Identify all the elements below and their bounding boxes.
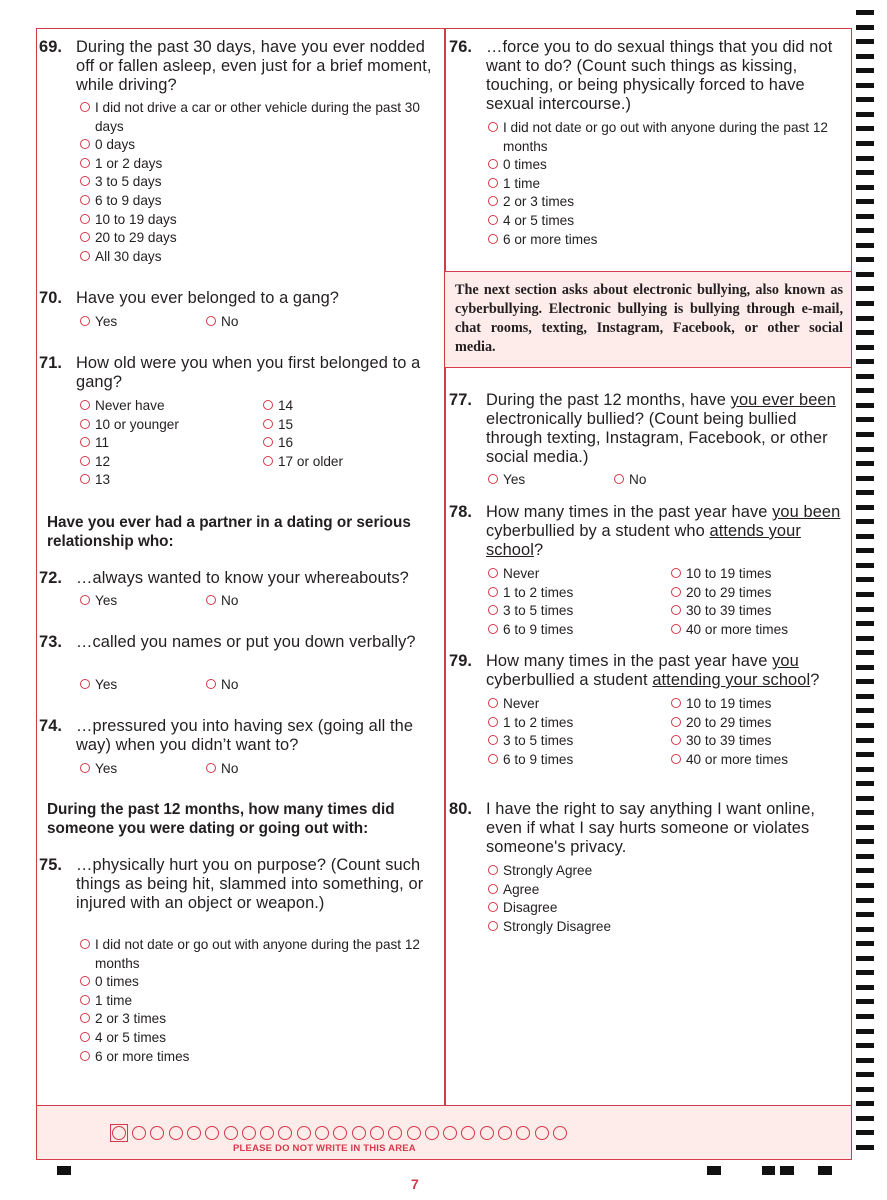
timing-mark [856, 941, 874, 946]
answer-option[interactable]: 17 or older [263, 453, 343, 472]
answer-bubble[interactable] [263, 456, 273, 466]
timing-mark [856, 10, 874, 15]
answer-option[interactable]: 6 to 9 times [488, 621, 573, 640]
q73-option-no[interactable]: No [206, 676, 238, 695]
question-text: How many times in the past year have you been cyberbullied by a student who attends your school? [486, 503, 841, 559]
timing-mark [856, 927, 874, 932]
column-divider [444, 28, 446, 1105]
answer-option[interactable]: 40 or more times [671, 621, 788, 640]
timing-mark [856, 1116, 874, 1121]
answer-bubble[interactable] [80, 139, 90, 149]
question-number: 74. [39, 717, 63, 735]
q80-options [488, 862, 611, 936]
scan-bubble [112, 1126, 126, 1140]
answer-bubble[interactable] [488, 474, 498, 484]
answer-option[interactable]: 10 or younger [80, 416, 179, 435]
answer-option[interactable]: 4 or 5 times [488, 212, 833, 231]
question-number: 76. [449, 38, 473, 56]
answer-bubble[interactable] [671, 735, 681, 745]
answer-bubble[interactable] [80, 595, 90, 605]
question-71 [39, 354, 439, 392]
answer-bubble[interactable] [488, 234, 498, 244]
answer-bubble[interactable] [263, 400, 273, 410]
answer-bubble[interactable] [80, 316, 90, 326]
timing-mark [856, 810, 874, 815]
answer-bubble[interactable] [671, 754, 681, 764]
answer-option[interactable]: I did not drive a car or other vehicle during the past 30 days [80, 99, 420, 136]
timing-mark [856, 185, 874, 190]
question-text: …always wanted to know your whereabouts? [76, 569, 409, 587]
answer-bubble[interactable] [80, 419, 90, 429]
timing-mark [856, 345, 874, 350]
answer-bubble[interactable] [488, 122, 498, 132]
timing-mark [856, 359, 874, 364]
question-number: 69. [39, 38, 63, 56]
answer-option[interactable]: 0 times [80, 973, 420, 992]
q71-options-col2 [263, 397, 343, 471]
answer-option[interactable]: I did not date or go out with anyone during the past 12 months [80, 936, 420, 973]
answer-bubble[interactable] [671, 587, 681, 597]
timing-mark [856, 1014, 874, 1019]
scan-bubble [480, 1126, 494, 1140]
scan-bubble [407, 1126, 421, 1140]
answer-bubble[interactable] [488, 624, 498, 634]
timing-mark [856, 868, 874, 873]
q74-option-yes[interactable]: Yes [80, 760, 117, 779]
answer-option[interactable]: Never have [80, 397, 179, 416]
question-number: 78. [449, 503, 473, 521]
answer-bubble[interactable] [488, 754, 498, 764]
answer-option[interactable]: Never [488, 565, 573, 584]
answer-bubble[interactable] [488, 587, 498, 597]
section-heading-dating: Have you ever had a partner in a dating or serious relationship who: [47, 514, 411, 550]
question-70 [39, 289, 439, 308]
answer-option[interactable]: 1 to 2 times [488, 584, 573, 603]
question-text: …pressured you into having sex (going all the way) when you didn’t want to? [76, 717, 414, 754]
answer-bubble[interactable] [80, 176, 90, 186]
q75-options [80, 936, 420, 1066]
answer-option[interactable]: Disagree [488, 899, 611, 918]
scan-bubble [260, 1126, 274, 1140]
question-78 [449, 503, 844, 560]
answer-option[interactable]: 16 [263, 434, 343, 453]
scan-bubble [242, 1126, 256, 1140]
question-75 [39, 856, 429, 913]
answer-bubble[interactable] [80, 995, 90, 1005]
timing-mark [856, 854, 874, 859]
question-number: 71. [39, 354, 63, 372]
question-72 [39, 569, 444, 588]
timing-mark [856, 825, 874, 830]
answer-option[interactable]: 13 [80, 471, 179, 490]
timing-mark [856, 1145, 874, 1150]
timing-mark [856, 1072, 874, 1077]
scan-bubble [187, 1126, 201, 1140]
timing-mark [856, 650, 874, 655]
timing-mark [856, 636, 874, 641]
question-text: Have you ever belonged to a gang? [76, 289, 340, 307]
question-text: …called you names or put you down verbally? [76, 633, 416, 651]
answer-bubble[interactable] [488, 159, 498, 169]
timing-mark [856, 999, 874, 1004]
timing-mark [856, 156, 874, 161]
scan-bubble [535, 1126, 549, 1140]
question-80 [449, 800, 851, 857]
answer-bubble[interactable] [80, 158, 90, 168]
scan-bubble [352, 1126, 366, 1140]
question-text: …physically hurt you on purpose? (Count such things as being hit, slammed into something, or injured with an object or weapon.) [76, 856, 424, 912]
answer-option[interactable]: 2 or 3 times [80, 1010, 420, 1029]
answer-bubble[interactable] [80, 679, 90, 689]
timing-mark [856, 898, 874, 903]
timing-mark [856, 563, 874, 568]
scan-bubble [553, 1126, 567, 1140]
answer-option[interactable]: 6 or more times [80, 1048, 420, 1067]
scan-bubble [169, 1126, 183, 1140]
answer-option[interactable]: 0 times [488, 156, 833, 175]
answer-bubble[interactable] [614, 474, 624, 484]
question-text: I have the right to say anything I want online, even if what I say hurts someone or violates someone's privacy. [486, 800, 816, 856]
timing-mark [856, 956, 874, 961]
scan-bubble [224, 1126, 238, 1140]
question-text: How many times in the past year have you cyberbullied a student attending your school? [486, 652, 820, 689]
answer-option[interactable]: 1 to 2 times [488, 714, 573, 733]
timing-mark [856, 519, 874, 524]
page-number: 7 [411, 1176, 419, 1192]
answer-option[interactable]: I did not date or go out with anyone during the past 12 months [488, 119, 833, 156]
question-text: …force you to do sexual things that you did not want to do? (Count such things as kissing, touching, or being physically forced to have sexual intercourse.) [486, 38, 833, 113]
timing-mark [856, 1130, 874, 1135]
timing-mark [856, 665, 874, 670]
answer-bubble[interactable] [80, 214, 90, 224]
q74-option-no[interactable]: No [206, 760, 238, 779]
answer-option[interactable]: 10 to 19 times [671, 565, 788, 584]
timing-mark [856, 330, 874, 335]
timing-marks [856, 10, 874, 1170]
corner-mark [818, 1166, 832, 1175]
timing-mark [856, 738, 874, 743]
timing-mark [856, 679, 874, 684]
timing-mark [856, 54, 874, 59]
timing-mark [856, 257, 874, 262]
answer-bubble[interactable] [671, 568, 681, 578]
answer-option[interactable]: 30 to 39 times [671, 732, 788, 751]
timing-mark [856, 388, 874, 393]
scan-bubble [443, 1126, 457, 1140]
answer-option[interactable]: 2 or 3 times [488, 193, 833, 212]
timing-mark [856, 39, 874, 44]
answer-bubble[interactable] [488, 605, 498, 615]
answer-option[interactable]: 4 or 5 times [80, 1029, 420, 1048]
answer-bubble[interactable] [80, 400, 90, 410]
answer-option[interactable]: 15 [263, 416, 343, 435]
scan-bubble [315, 1126, 329, 1140]
answer-option[interactable]: 1 or 2 days [80, 155, 420, 174]
question-number: 73. [39, 633, 63, 651]
answer-option[interactable]: 14 [263, 397, 343, 416]
section-heading-12-months: During the past 12 months, how many times did someone you were dating or going out with: [47, 801, 395, 837]
corner-mark [762, 1166, 775, 1175]
answer-bubble[interactable] [206, 595, 216, 605]
timing-mark [856, 796, 874, 801]
q77-option-yes[interactable]: Yes [488, 471, 525, 490]
timing-mark [856, 592, 874, 597]
answer-option[interactable]: 20 to 29 days [80, 229, 420, 248]
q72-option-yes[interactable]: Yes [80, 592, 117, 611]
q78-options-col2 [671, 565, 788, 639]
timing-mark [856, 170, 874, 175]
answer-bubble[interactable] [488, 902, 498, 912]
timing-mark [856, 912, 874, 917]
answer-option[interactable]: 6 to 9 days [80, 192, 420, 211]
answer-bubble[interactable] [488, 884, 498, 894]
answer-bubble[interactable] [80, 251, 90, 261]
answer-bubble[interactable] [206, 763, 216, 773]
timing-mark [856, 272, 874, 277]
scan-bubble [498, 1126, 512, 1140]
timing-mark [856, 214, 874, 219]
answer-bubble[interactable] [488, 178, 498, 188]
timing-mark [856, 883, 874, 888]
answer-bubble[interactable] [263, 419, 273, 429]
answer-bubble[interactable] [671, 624, 681, 634]
scan-box [110, 1124, 128, 1142]
scan-bubble [132, 1126, 146, 1140]
answer-bubble[interactable] [80, 232, 90, 242]
answer-option[interactable]: 3 to 5 times [488, 732, 573, 751]
timing-mark [856, 316, 874, 321]
answer-option[interactable]: 6 to 9 times [488, 751, 573, 770]
timing-mark [856, 374, 874, 379]
answer-option[interactable]: 1 time [488, 175, 833, 194]
timing-mark [856, 1043, 874, 1048]
answer-option[interactable]: 20 to 29 times [671, 584, 788, 603]
answer-option[interactable]: Strongly Agree [488, 862, 611, 881]
question-text: During the past 30 days, have you ever nodded off or fallen asleep, even just for a brief moment, while driving? [76, 38, 432, 94]
timing-mark [856, 447, 874, 452]
answer-option[interactable]: 10 to 19 days [80, 211, 420, 230]
question-number: 75. [39, 856, 63, 874]
timing-mark [856, 548, 874, 553]
answer-bubble[interactable] [80, 976, 90, 986]
answer-bubble[interactable] [80, 939, 90, 949]
answer-bubble[interactable] [671, 605, 681, 615]
q69-options [80, 99, 420, 266]
answer-bubble[interactable] [671, 717, 681, 727]
answer-bubble[interactable] [488, 196, 498, 206]
answer-bubble[interactable] [80, 195, 90, 205]
answer-bubble[interactable] [80, 474, 90, 484]
q77-option-no[interactable]: No [614, 471, 646, 490]
answer-option[interactable]: 10 to 19 times [671, 695, 788, 714]
timing-mark [856, 68, 874, 73]
answer-bubble[interactable] [206, 316, 216, 326]
question-number: 72. [39, 569, 63, 587]
timing-mark [856, 25, 874, 30]
q79-options-col2 [671, 695, 788, 769]
answer-bubble[interactable] [80, 1032, 90, 1042]
timing-mark [856, 286, 874, 291]
answer-option[interactable]: 20 to 29 times [671, 714, 788, 733]
do-not-write-notice: PLEASE DO NOT WRITE IN THIS AREA [233, 1143, 416, 1154]
timing-mark [856, 607, 874, 612]
timing-mark [856, 228, 874, 233]
timing-mark [856, 767, 874, 772]
cyberbullying-notice [445, 271, 851, 368]
q78-options-col1 [488, 565, 573, 639]
timing-mark [856, 1029, 874, 1034]
answer-bubble[interactable] [80, 1051, 90, 1061]
timing-mark [856, 461, 874, 466]
answer-bubble[interactable] [488, 698, 498, 708]
corner-mark [707, 1166, 721, 1175]
question-text: During the past 12 months, have you ever been electronically bullied? (Count being bullied through texting, Instagram, Facebook, or other social media.) [486, 391, 836, 466]
answer-option[interactable]: 1 time [80, 992, 420, 1011]
timing-mark [856, 97, 874, 102]
answer-bubble[interactable] [488, 921, 498, 931]
answer-option[interactable]: 3 to 5 times [488, 602, 573, 621]
scan-bubble [370, 1126, 384, 1140]
answer-bubble[interactable] [263, 437, 273, 447]
q71-options-col1 [80, 397, 179, 490]
answer-bubble[interactable] [671, 698, 681, 708]
answer-bubble[interactable] [80, 456, 90, 466]
answer-option[interactable]: Never [488, 695, 573, 714]
timing-mark [856, 1101, 874, 1106]
timing-mark [856, 577, 874, 582]
answer-bubble[interactable] [80, 437, 90, 447]
timing-mark [856, 781, 874, 786]
timing-mark [856, 301, 874, 306]
timing-mark [856, 126, 874, 131]
answer-bubble[interactable] [80, 763, 90, 773]
scan-bubble [425, 1126, 439, 1140]
corner-mark [57, 1166, 71, 1175]
question-number: 79. [449, 652, 473, 670]
answer-option[interactable]: 11 [80, 434, 179, 453]
q72-option-no[interactable]: No [206, 592, 238, 611]
timing-mark [856, 199, 874, 204]
q76-options [488, 119, 833, 249]
answer-option[interactable]: 40 or more times [671, 751, 788, 770]
timing-mark [856, 970, 874, 975]
answer-bubble[interactable] [488, 865, 498, 875]
corner-mark [780, 1166, 794, 1175]
timing-mark [856, 490, 874, 495]
question-number: 80. [449, 800, 473, 818]
q70-option-no[interactable]: No [206, 313, 238, 332]
timing-mark [856, 403, 874, 408]
timing-mark [856, 708, 874, 713]
timing-mark [856, 1087, 874, 1092]
answer-option[interactable]: 0 days [80, 136, 420, 155]
timing-mark [856, 476, 874, 481]
timing-mark [856, 839, 874, 844]
question-76 [449, 38, 844, 114]
timing-mark [856, 621, 874, 626]
answer-bubble[interactable] [80, 1013, 90, 1023]
answer-option[interactable]: 12 [80, 453, 179, 472]
answer-option[interactable]: 3 to 5 days [80, 173, 420, 192]
timing-mark [856, 752, 874, 757]
answer-option[interactable]: Strongly Disagree [488, 918, 611, 937]
q73-option-yes[interactable]: Yes [80, 676, 117, 695]
timing-mark [856, 141, 874, 146]
timing-mark [856, 417, 874, 422]
answer-bubble[interactable] [80, 102, 90, 112]
question-74 [39, 717, 439, 755]
answer-option[interactable]: 6 or more times [488, 231, 833, 250]
question-text: How old were you when you first belonged to a gang? [76, 354, 421, 391]
timing-mark [856, 243, 874, 248]
answer-bubble[interactable] [206, 679, 216, 689]
question-77 [449, 391, 844, 467]
timing-mark [856, 985, 874, 990]
timing-mark [856, 112, 874, 117]
timing-mark [856, 694, 874, 699]
answer-option[interactable]: Agree [488, 881, 611, 900]
question-73 [39, 633, 419, 652]
question-69 [39, 38, 439, 95]
answer-option[interactable]: All 30 days [80, 248, 420, 267]
timing-mark [856, 723, 874, 728]
timing-mark [856, 432, 874, 437]
answer-bubble[interactable] [488, 735, 498, 745]
answer-bubble[interactable] [488, 215, 498, 225]
q79-options-col1 [488, 695, 573, 769]
scan-bubble [297, 1126, 311, 1140]
notice-text: The next section asks about electronic bullying, also known as cyberbullying. Electronic bullying is bullying through e-mail, chat rooms, texting, Instagram, Facebook, or other social media. [455, 282, 843, 355]
answer-bubble[interactable] [488, 717, 498, 727]
timing-mark [856, 505, 874, 510]
question-number: 70. [39, 289, 63, 307]
answer-option[interactable]: 30 to 39 times [671, 602, 788, 621]
question-number: 77. [449, 391, 473, 409]
question-79 [449, 652, 851, 690]
timing-mark [856, 83, 874, 88]
answer-bubble[interactable] [488, 568, 498, 578]
q70-option-yes[interactable]: Yes [80, 313, 117, 332]
timing-mark [856, 1058, 874, 1063]
timing-mark [856, 534, 874, 539]
